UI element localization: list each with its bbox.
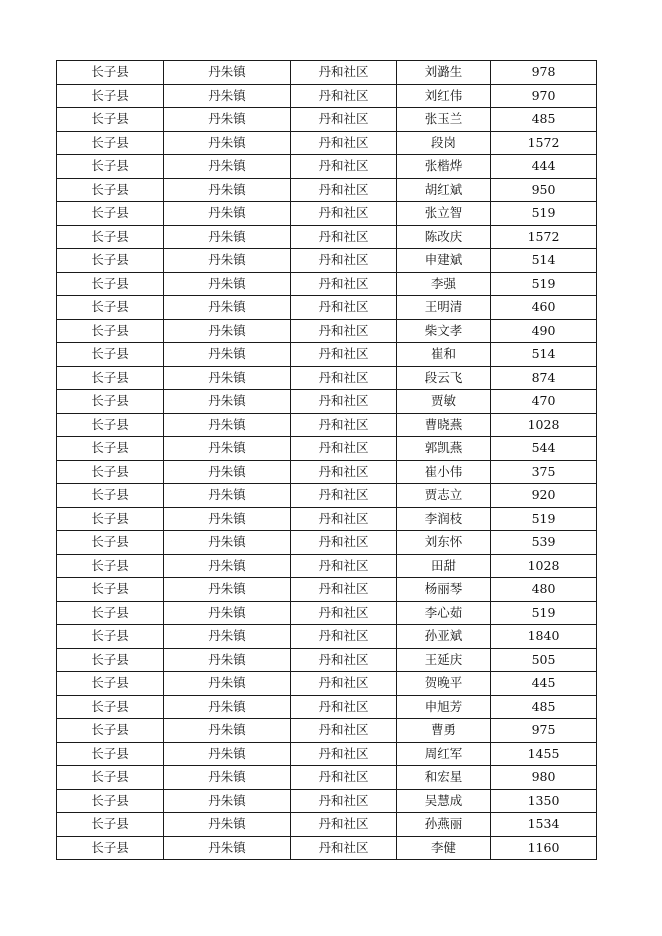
community-cell: 丹和社区 xyxy=(291,554,397,578)
amount-cell: 1455 xyxy=(491,742,597,766)
community-cell: 丹和社区 xyxy=(291,202,397,226)
table-row xyxy=(57,225,597,249)
community-cell: 丹和社区 xyxy=(291,789,397,813)
town-cell: 丹朱镇 xyxy=(164,578,291,602)
county-cell: 长子县 xyxy=(57,766,164,790)
town-cell: 丹朱镇 xyxy=(164,507,291,531)
person-name-cell: 李健 xyxy=(397,836,491,860)
town-cell: 丹朱镇 xyxy=(164,319,291,343)
amount-cell: 519 xyxy=(491,202,597,226)
amount-cell: 920 xyxy=(491,484,597,508)
table-row xyxy=(57,789,597,813)
community-cell: 丹和社区 xyxy=(291,343,397,367)
county-cell: 长子县 xyxy=(57,413,164,437)
town-cell: 丹朱镇 xyxy=(164,672,291,696)
county-cell: 长子县 xyxy=(57,531,164,555)
person-name-cell: 田甜 xyxy=(397,554,491,578)
county-cell: 长子县 xyxy=(57,672,164,696)
person-name-cell: 杨丽琴 xyxy=(397,578,491,602)
table-row xyxy=(57,719,597,743)
community-cell: 丹和社区 xyxy=(291,813,397,837)
person-name-cell: 柴文孝 xyxy=(397,319,491,343)
amount-cell: 485 xyxy=(491,695,597,719)
community-cell: 丹和社区 xyxy=(291,460,397,484)
table-row xyxy=(57,766,597,790)
amount-cell: 375 xyxy=(491,460,597,484)
community-cell: 丹和社区 xyxy=(291,249,397,273)
town-cell: 丹朱镇 xyxy=(164,202,291,226)
table-row xyxy=(57,131,597,155)
town-cell: 丹朱镇 xyxy=(164,836,291,860)
town-cell: 丹朱镇 xyxy=(164,343,291,367)
table-row xyxy=(57,61,597,85)
person-name-cell: 和宏星 xyxy=(397,766,491,790)
town-cell: 丹朱镇 xyxy=(164,413,291,437)
county-cell: 长子县 xyxy=(57,813,164,837)
table-row xyxy=(57,108,597,132)
person-name-cell: 贾志立 xyxy=(397,484,491,508)
table-row xyxy=(57,84,597,108)
county-cell: 长子县 xyxy=(57,601,164,625)
table-row xyxy=(57,742,597,766)
amount-cell: 874 xyxy=(491,366,597,390)
table-row xyxy=(57,319,597,343)
community-cell: 丹和社区 xyxy=(291,648,397,672)
town-cell: 丹朱镇 xyxy=(164,484,291,508)
person-name-cell: 申旭芳 xyxy=(397,695,491,719)
town-cell: 丹朱镇 xyxy=(164,437,291,461)
table-row xyxy=(57,601,597,625)
person-name-cell: 贾敏 xyxy=(397,390,491,414)
community-cell: 丹和社区 xyxy=(291,413,397,437)
county-cell: 长子县 xyxy=(57,625,164,649)
town-cell: 丹朱镇 xyxy=(164,108,291,132)
table-row xyxy=(57,648,597,672)
table-row xyxy=(57,578,597,602)
table-row xyxy=(57,460,597,484)
community-cell: 丹和社区 xyxy=(291,672,397,696)
town-cell: 丹朱镇 xyxy=(164,178,291,202)
county-cell: 长子县 xyxy=(57,225,164,249)
person-name-cell: 刘潞生 xyxy=(397,61,491,85)
amount-cell: 444 xyxy=(491,155,597,179)
person-name-cell: 刘红伟 xyxy=(397,84,491,108)
amount-cell: 978 xyxy=(491,61,597,85)
community-cell: 丹和社区 xyxy=(291,296,397,320)
community-cell: 丹和社区 xyxy=(291,695,397,719)
amount-cell: 539 xyxy=(491,531,597,555)
town-cell: 丹朱镇 xyxy=(164,155,291,179)
amount-cell: 1572 xyxy=(491,225,597,249)
amount-cell: 490 xyxy=(491,319,597,343)
amount-cell: 975 xyxy=(491,719,597,743)
person-name-cell: 孙燕丽 xyxy=(397,813,491,837)
table-row xyxy=(57,484,597,508)
table-row xyxy=(57,813,597,837)
person-name-cell: 张立智 xyxy=(397,202,491,226)
person-name-cell: 周红军 xyxy=(397,742,491,766)
person-name-cell: 段岗 xyxy=(397,131,491,155)
table-row xyxy=(57,437,597,461)
county-cell: 长子县 xyxy=(57,437,164,461)
county-cell: 长子县 xyxy=(57,155,164,179)
town-cell: 丹朱镇 xyxy=(164,531,291,555)
community-cell: 丹和社区 xyxy=(291,578,397,602)
town-cell: 丹朱镇 xyxy=(164,789,291,813)
amount-cell: 460 xyxy=(491,296,597,320)
community-cell: 丹和社区 xyxy=(291,836,397,860)
table-row xyxy=(57,296,597,320)
community-cell: 丹和社区 xyxy=(291,601,397,625)
county-cell: 长子县 xyxy=(57,836,164,860)
county-cell: 长子县 xyxy=(57,108,164,132)
town-cell: 丹朱镇 xyxy=(164,460,291,484)
town-cell: 丹朱镇 xyxy=(164,625,291,649)
table-row xyxy=(57,178,597,202)
county-cell: 长子县 xyxy=(57,131,164,155)
table-row xyxy=(57,554,597,578)
community-cell: 丹和社区 xyxy=(291,61,397,85)
amount-cell: 470 xyxy=(491,390,597,414)
town-cell: 丹朱镇 xyxy=(164,272,291,296)
amount-cell: 514 xyxy=(491,249,597,273)
amount-cell: 1160 xyxy=(491,836,597,860)
county-cell: 长子县 xyxy=(57,578,164,602)
community-cell: 丹和社区 xyxy=(291,319,397,343)
amount-cell: 505 xyxy=(491,648,597,672)
table-row xyxy=(57,202,597,226)
person-name-cell: 李心茹 xyxy=(397,601,491,625)
county-cell: 长子县 xyxy=(57,742,164,766)
community-cell: 丹和社区 xyxy=(291,155,397,179)
table-row xyxy=(57,343,597,367)
table-row xyxy=(57,695,597,719)
county-cell: 长子县 xyxy=(57,390,164,414)
town-cell: 丹朱镇 xyxy=(164,695,291,719)
town-cell: 丹朱镇 xyxy=(164,554,291,578)
county-cell: 长子县 xyxy=(57,789,164,813)
county-cell: 长子县 xyxy=(57,366,164,390)
community-cell: 丹和社区 xyxy=(291,531,397,555)
county-cell: 长子县 xyxy=(57,484,164,508)
person-name-cell: 王明清 xyxy=(397,296,491,320)
person-name-cell: 刘东怀 xyxy=(397,531,491,555)
community-cell: 丹和社区 xyxy=(291,108,397,132)
table-row xyxy=(57,155,597,179)
town-cell: 丹朱镇 xyxy=(164,390,291,414)
community-cell: 丹和社区 xyxy=(291,178,397,202)
town-cell: 丹朱镇 xyxy=(164,742,291,766)
county-cell: 长子县 xyxy=(57,719,164,743)
amount-cell: 485 xyxy=(491,108,597,132)
person-name-cell: 段云飞 xyxy=(397,366,491,390)
person-name-cell: 李强 xyxy=(397,272,491,296)
county-cell: 长子县 xyxy=(57,178,164,202)
table-row xyxy=(57,249,597,273)
community-cell: 丹和社区 xyxy=(291,390,397,414)
town-cell: 丹朱镇 xyxy=(164,648,291,672)
community-cell: 丹和社区 xyxy=(291,766,397,790)
roster-table xyxy=(56,60,597,860)
table-row xyxy=(57,366,597,390)
community-cell: 丹和社区 xyxy=(291,742,397,766)
county-cell: 长子县 xyxy=(57,554,164,578)
county-cell: 长子县 xyxy=(57,319,164,343)
table-row xyxy=(57,272,597,296)
amount-cell: 445 xyxy=(491,672,597,696)
amount-cell: 544 xyxy=(491,437,597,461)
person-name-cell: 曹晓燕 xyxy=(397,413,491,437)
person-name-cell: 崔小伟 xyxy=(397,460,491,484)
person-name-cell: 贺晚平 xyxy=(397,672,491,696)
amount-cell: 480 xyxy=(491,578,597,602)
person-name-cell: 张玉兰 xyxy=(397,108,491,132)
town-cell: 丹朱镇 xyxy=(164,601,291,625)
amount-cell: 1572 xyxy=(491,131,597,155)
person-name-cell: 王延庆 xyxy=(397,648,491,672)
community-cell: 丹和社区 xyxy=(291,484,397,508)
amount-cell: 980 xyxy=(491,766,597,790)
county-cell: 长子县 xyxy=(57,507,164,531)
amount-cell: 519 xyxy=(491,601,597,625)
table-row xyxy=(57,390,597,414)
amount-cell: 950 xyxy=(491,178,597,202)
town-cell: 丹朱镇 xyxy=(164,84,291,108)
town-cell: 丹朱镇 xyxy=(164,719,291,743)
person-name-cell: 孙亚斌 xyxy=(397,625,491,649)
person-name-cell: 崔和 xyxy=(397,343,491,367)
table-row xyxy=(57,531,597,555)
community-cell: 丹和社区 xyxy=(291,84,397,108)
table-row xyxy=(57,507,597,531)
community-cell: 丹和社区 xyxy=(291,225,397,249)
county-cell: 长子县 xyxy=(57,343,164,367)
community-cell: 丹和社区 xyxy=(291,507,397,531)
town-cell: 丹朱镇 xyxy=(164,366,291,390)
person-name-cell: 李润枝 xyxy=(397,507,491,531)
person-name-cell: 陈改庆 xyxy=(397,225,491,249)
table-row xyxy=(57,836,597,860)
town-cell: 丹朱镇 xyxy=(164,766,291,790)
community-cell: 丹和社区 xyxy=(291,625,397,649)
county-cell: 长子县 xyxy=(57,84,164,108)
amount-cell: 514 xyxy=(491,343,597,367)
amount-cell: 519 xyxy=(491,272,597,296)
community-cell: 丹和社区 xyxy=(291,437,397,461)
amount-cell: 1350 xyxy=(491,789,597,813)
amount-cell: 1028 xyxy=(491,413,597,437)
amount-cell: 970 xyxy=(491,84,597,108)
table-row xyxy=(57,625,597,649)
person-name-cell: 吴慧成 xyxy=(397,789,491,813)
table-row xyxy=(57,672,597,696)
county-cell: 长子县 xyxy=(57,648,164,672)
person-name-cell: 郭凯燕 xyxy=(397,437,491,461)
community-cell: 丹和社区 xyxy=(291,131,397,155)
county-cell: 长子县 xyxy=(57,272,164,296)
roster-table-body xyxy=(57,61,597,860)
amount-cell: 519 xyxy=(491,507,597,531)
county-cell: 长子县 xyxy=(57,249,164,273)
person-name-cell: 张楷烨 xyxy=(397,155,491,179)
county-cell: 长子县 xyxy=(57,61,164,85)
county-cell: 长子县 xyxy=(57,460,164,484)
community-cell: 丹和社区 xyxy=(291,719,397,743)
person-name-cell: 胡红斌 xyxy=(397,178,491,202)
town-cell: 丹朱镇 xyxy=(164,131,291,155)
amount-cell: 1840 xyxy=(491,625,597,649)
town-cell: 丹朱镇 xyxy=(164,296,291,320)
county-cell: 长子县 xyxy=(57,296,164,320)
county-cell: 长子县 xyxy=(57,202,164,226)
town-cell: 丹朱镇 xyxy=(164,61,291,85)
person-name-cell: 申建斌 xyxy=(397,249,491,273)
amount-cell: 1534 xyxy=(491,813,597,837)
community-cell: 丹和社区 xyxy=(291,366,397,390)
person-name-cell: 曹勇 xyxy=(397,719,491,743)
table-row xyxy=(57,413,597,437)
town-cell: 丹朱镇 xyxy=(164,225,291,249)
town-cell: 丹朱镇 xyxy=(164,813,291,837)
community-cell: 丹和社区 xyxy=(291,272,397,296)
town-cell: 丹朱镇 xyxy=(164,249,291,273)
amount-cell: 1028 xyxy=(491,554,597,578)
county-cell: 长子县 xyxy=(57,695,164,719)
